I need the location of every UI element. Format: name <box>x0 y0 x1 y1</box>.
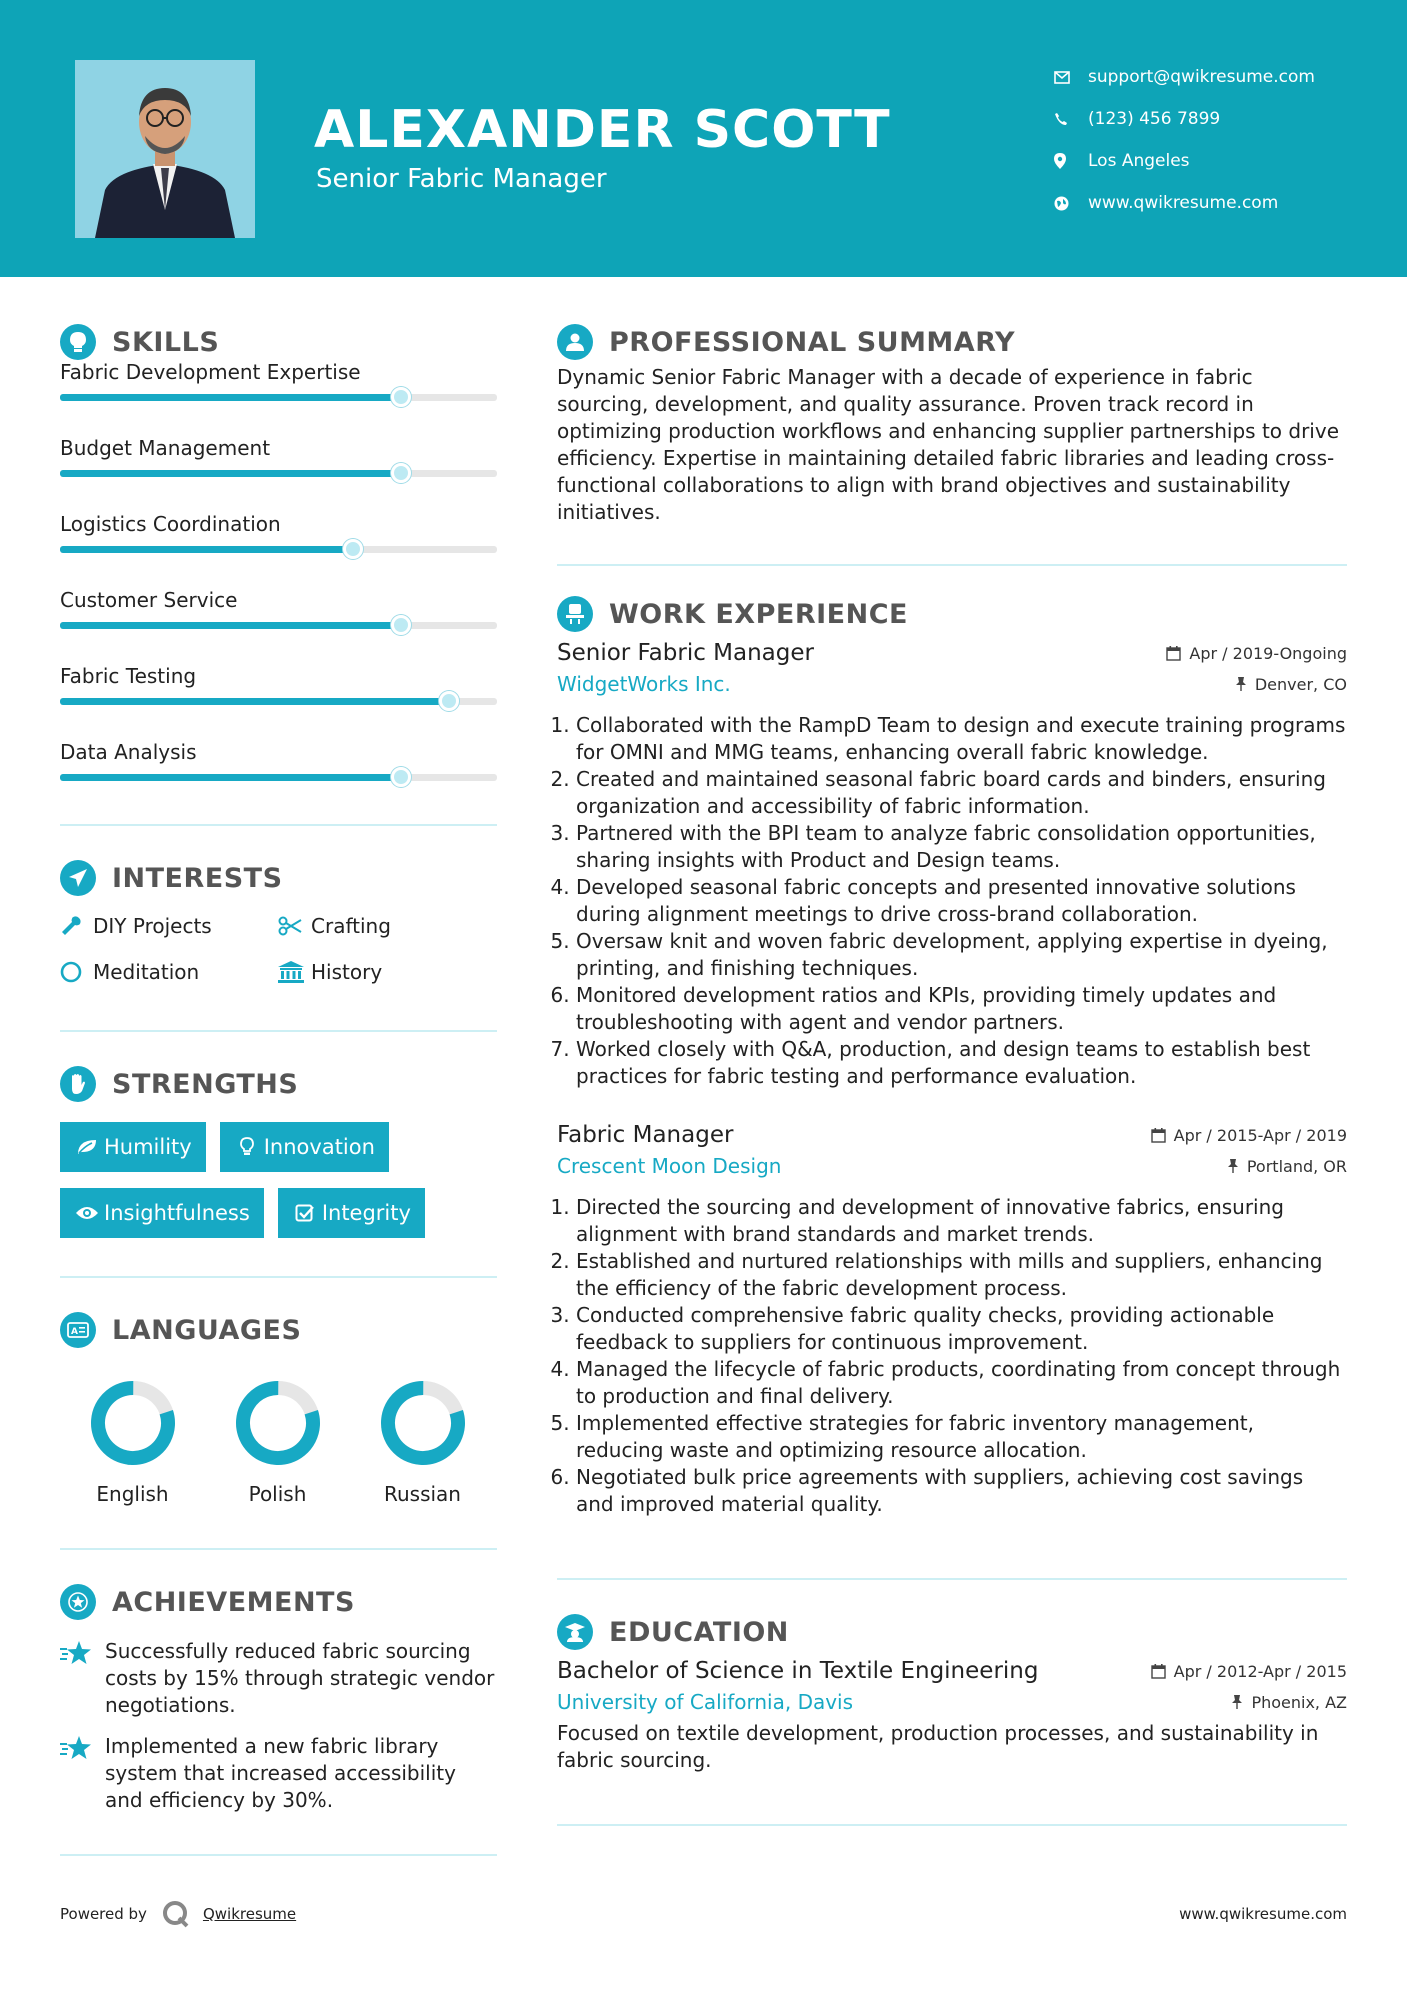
star-icon <box>60 1733 105 1814</box>
contact-location <box>1054 140 1315 182</box>
strength-badge <box>60 1188 264 1238</box>
section-divider <box>60 1854 497 1856</box>
skill-bar-knob <box>391 767 411 787</box>
wrench-icon <box>60 915 93 937</box>
job-company-row <box>557 672 1347 696</box>
strength-badge <box>220 1122 389 1172</box>
job-location <box>1227 1157 1347 1176</box>
interest-label: Meditation <box>93 960 200 984</box>
job-bullet: 6. Monitored development ratios and KPIs, providing timely updates and troubleshooting with agent and vendor partners. <box>576 982 1347 1036</box>
education-school: University of California, Davis <box>557 1690 854 1714</box>
job-location <box>1235 675 1347 694</box>
skill-bar-knob <box>391 463 411 483</box>
skill-bar <box>60 774 497 781</box>
star-icon <box>60 1584 96 1620</box>
user-icon <box>557 324 593 360</box>
contact-email-text: support@qwikresume.com <box>1088 67 1315 87</box>
job-entry <box>557 1122 1347 1518</box>
language-item <box>350 1378 495 1506</box>
svg-text:A: A <box>71 1327 78 1337</box>
globe-icon <box>1054 196 1088 211</box>
skill-label: Budget Management <box>60 436 271 460</box>
contact-website[interactable] <box>1054 182 1315 224</box>
footer-url[interactable]: www.qwikresume.com <box>1179 1905 1347 1923</box>
contact-phone-text: (123) 456 7899 <box>1088 109 1221 129</box>
section-divider <box>60 1030 497 1032</box>
section-divider <box>557 1578 1347 1580</box>
strengths-heading <box>60 1062 497 1106</box>
skill-bar-fill <box>60 394 401 401</box>
languages-title: LANGUAGES <box>112 1314 302 1346</box>
job-bullet: 3. Partnered with the BPI team to analyze fabric consolidation opportunities, sharing insights with Product and Design teams. <box>576 820 1347 874</box>
graduation-icon <box>557 1614 593 1650</box>
briefcase-icon <box>557 596 593 632</box>
job-bullet: 2. Created and maintained seasonal fabric board cards and binders, ensuring organization and accessibility of fabric information. <box>576 766 1347 820</box>
job-header-row <box>557 640 1347 666</box>
eye-icon <box>70 1205 104 1221</box>
job-bullet: 3. Conducted comprehensive fabric quality checks, providing actionable feedback to suppliers for continuous improvement. <box>576 1302 1347 1356</box>
interest-label: History <box>311 960 383 984</box>
job-bullet: 1. Directed the sourcing and development of innovative fabrics, ensuring alignment with brand standards and market trends. <box>576 1194 1347 1248</box>
job-bullet: 6. Negotiated bulk price agreements with suppliers, achieving cost savings and improved material quality. <box>576 1464 1347 1518</box>
education-header-row <box>557 1658 1347 1684</box>
strength-label: Innovation <box>263 1135 375 1159</box>
envelope-icon <box>1054 71 1088 84</box>
interest-item <box>278 956 478 988</box>
profile-photo <box>75 60 255 238</box>
interest-item <box>60 910 278 942</box>
skill-item <box>60 658 497 734</box>
map-pin-icon <box>1054 153 1088 169</box>
skill-label: Fabric Testing <box>60 664 197 688</box>
skill-bar <box>60 546 497 553</box>
skill-label: Data Analysis <box>60 740 197 764</box>
language-label: English <box>96 1482 169 1506</box>
skill-bar-knob <box>343 539 363 559</box>
lightbulb-icon <box>230 1137 264 1157</box>
language-donut <box>88 1378 178 1468</box>
section-divider <box>60 824 497 826</box>
skill-bar <box>60 394 497 401</box>
job-date <box>1151 1126 1347 1145</box>
education-entry <box>557 1658 1347 1774</box>
calendar-icon <box>1166 646 1181 661</box>
job-date-text: Apr / 2019-Ongoing <box>1189 643 1347 663</box>
contact-website-text: www.qwikresume.com <box>1088 193 1279 213</box>
education-title: EDUCATION <box>609 1616 789 1648</box>
strength-label: Insightfulness <box>104 1201 250 1225</box>
contact-list <box>1054 56 1315 224</box>
summary-heading <box>557 320 1347 364</box>
pushpin-icon <box>1227 1159 1239 1173</box>
leaf-icon <box>70 1138 104 1156</box>
section-divider <box>60 1276 497 1278</box>
contact-email[interactable] <box>1054 56 1315 98</box>
education-date-text: Apr / 2012-Apr / 2015 <box>1173 1661 1347 1681</box>
footer-powered-by <box>60 1900 296 1928</box>
job-location-text: Denver, CO <box>1254 674 1347 694</box>
education-school-row <box>557 1690 1347 1714</box>
powered-by-text: Powered by <box>60 1905 147 1923</box>
resume-header <box>0 0 1407 277</box>
strengths-title: STRENGTHS <box>112 1068 299 1100</box>
skill-item <box>60 582 497 658</box>
contact-location-text: Los Angeles <box>1088 151 1190 171</box>
education-date <box>1151 1662 1347 1681</box>
language-label: Russian <box>383 1482 461 1506</box>
job-bullet: 5. Implemented effective strategies for fabric inventory management, reducing waste and optimizing resource allocation. <box>576 1410 1347 1464</box>
achievement-item <box>60 1733 497 1814</box>
calendar-icon <box>1151 1664 1166 1679</box>
summary-title: PROFESSIONAL SUMMARY <box>609 326 1016 358</box>
job-title: Fabric Manager <box>557 1122 734 1148</box>
skill-bar-fill <box>60 470 401 477</box>
interests-title: INTERESTS <box>112 862 283 894</box>
skill-bar-knob <box>439 691 459 711</box>
job-bullets <box>576 712 1347 1090</box>
language-donut <box>233 1378 323 1468</box>
paper-plane-icon <box>60 860 96 896</box>
calendar-icon <box>1151 1128 1166 1143</box>
skill-item <box>60 734 497 810</box>
section-divider <box>557 1824 1347 1826</box>
job-company-row <box>557 1154 1347 1178</box>
bank-icon <box>278 961 311 983</box>
skill-label: Logistics Coordination <box>60 512 281 536</box>
pushpin-icon <box>1235 677 1247 691</box>
job-bullet: 2. Established and nurtured relationships with mills and suppliers, enhancing the efficiency of the fabric development process. <box>576 1248 1347 1302</box>
job-bullet: 1. Collaborated with the RampD Team to design and execute training programs for OMNI and MMG teams, enhancing overall fabric knowledge. <box>576 712 1347 766</box>
achievement-item <box>60 1638 497 1719</box>
strength-badge <box>278 1188 425 1238</box>
job-bullet: 4. Developed seasonal fabric concepts and presented innovative solutions during alignment meetings to drive cross-brand collaboration. <box>576 874 1347 928</box>
skill-bar-fill <box>60 622 401 629</box>
work-title: WORK EXPERIENCE <box>609 598 908 630</box>
skill-bar-fill <box>60 774 401 781</box>
check-square-icon <box>288 1203 322 1223</box>
achievements-list <box>60 1638 497 1814</box>
job-title: Senior Fabric Manager <box>557 640 814 666</box>
language-item <box>60 1378 205 1506</box>
language-icon <box>60 1312 96 1348</box>
candidate-title: Senior Fabric Manager <box>316 164 607 194</box>
pushpin-icon <box>1231 1695 1243 1709</box>
job-date-text: Apr / 2015-Apr / 2019 <box>1173 1125 1347 1145</box>
achievement-text: Successfully reduced fabric sourcing costs by 15% through strategic vendor negotiations. <box>105 1639 495 1717</box>
skill-bar-knob <box>391 615 411 635</box>
education-degree: Bachelor of Science in Textile Engineering <box>557 1658 1039 1684</box>
strength-label: Integrity <box>321 1201 411 1225</box>
strengths-list <box>60 1122 497 1238</box>
job-company: WidgetWorks Inc. <box>557 672 731 696</box>
interest-label: DIY Projects <box>93 914 212 938</box>
languages-list <box>60 1378 497 1506</box>
strength-label: Humility <box>104 1135 192 1159</box>
phone-icon <box>1054 112 1088 126</box>
job-bullet: 4. Managed the lifecycle of fabric products, coordinating from concept through to production and final delivery. <box>576 1356 1347 1410</box>
job-location-text: Portland, OR <box>1246 1156 1347 1176</box>
star-icon <box>60 1638 105 1719</box>
skill-item <box>60 430 497 506</box>
section-divider <box>557 564 1347 566</box>
job-header-row <box>557 1122 1347 1148</box>
candidate-name: ALEXANDER SCOTT <box>314 100 891 160</box>
languages-heading <box>60 1308 497 1352</box>
skill-bar <box>60 698 497 705</box>
interest-label: Crafting <box>311 914 391 938</box>
job-bullets <box>576 1194 1347 1518</box>
job-company: Crescent Moon Design <box>557 1154 782 1178</box>
interest-item <box>278 910 478 942</box>
education-location-text: Phoenix, AZ <box>1251 1692 1347 1712</box>
skill-bar <box>60 470 497 477</box>
section-divider <box>60 1548 497 1550</box>
skill-label: Customer Service <box>60 588 238 612</box>
interests-heading <box>60 856 497 900</box>
education-text: Focused on textile development, production processes, and sustainability in fabric sourcing. <box>557 1721 1319 1772</box>
language-label: Polish <box>248 1482 307 1506</box>
education-heading <box>557 1610 1347 1654</box>
circle-icon <box>60 961 93 983</box>
qwikresume-link[interactable]: Qwikresume <box>202 1905 297 1923</box>
job-bullet: 7. Worked closely with Q&A, production, and design teams to establish best practices for fabric testing and performance evaluation. <box>576 1036 1347 1090</box>
right-column <box>557 320 1347 1826</box>
achievements-heading <box>60 1580 497 1624</box>
job-bullet: 5. Oversaw knit and woven fabric development, applying expertise in dyeing, printing, and finishing techniques. <box>576 928 1347 982</box>
skill-item <box>60 354 497 430</box>
achievement-text: Implemented a new fabric library system that increased accessibility and efficiency by 30%. <box>105 1734 456 1812</box>
education-location <box>1231 1693 1347 1712</box>
qwikresume-logo-icon <box>161 1900 191 1928</box>
achievements-title: ACHIEVEMENTS <box>112 1586 355 1618</box>
job-date <box>1166 644 1347 663</box>
interests-list <box>60 910 497 988</box>
skill-bar-knob <box>391 387 411 407</box>
work-heading <box>557 592 1347 636</box>
skill-bar-fill <box>60 698 449 705</box>
job-entry <box>557 640 1347 1090</box>
skills-list <box>60 354 497 824</box>
left-column <box>60 320 497 1856</box>
language-donut <box>378 1378 468 1468</box>
scissors-icon <box>278 916 311 936</box>
skill-item <box>60 506 497 582</box>
hand-icon <box>60 1066 96 1102</box>
skill-label: Fabric Development Expertise <box>60 360 361 384</box>
skill-bar <box>60 622 497 629</box>
language-item <box>205 1378 350 1506</box>
skill-bar-fill <box>60 546 353 553</box>
skills-title: SKILLS <box>112 326 220 358</box>
contact-phone[interactable] <box>1054 98 1315 140</box>
summary-text: Dynamic Senior Fabric Manager with a decade of experience in fabric sourcing, development, and quality assurance. Proven track record in optimizing production workflows and enhancing supplier partnerships to drive efficiency. Expertise in maintaining detailed fabric libraries and leading cross-functional collaborations to align with brand objectives and sustainability initiatives. <box>557 365 1340 524</box>
strength-badge <box>60 1122 206 1172</box>
interest-item <box>60 956 278 988</box>
